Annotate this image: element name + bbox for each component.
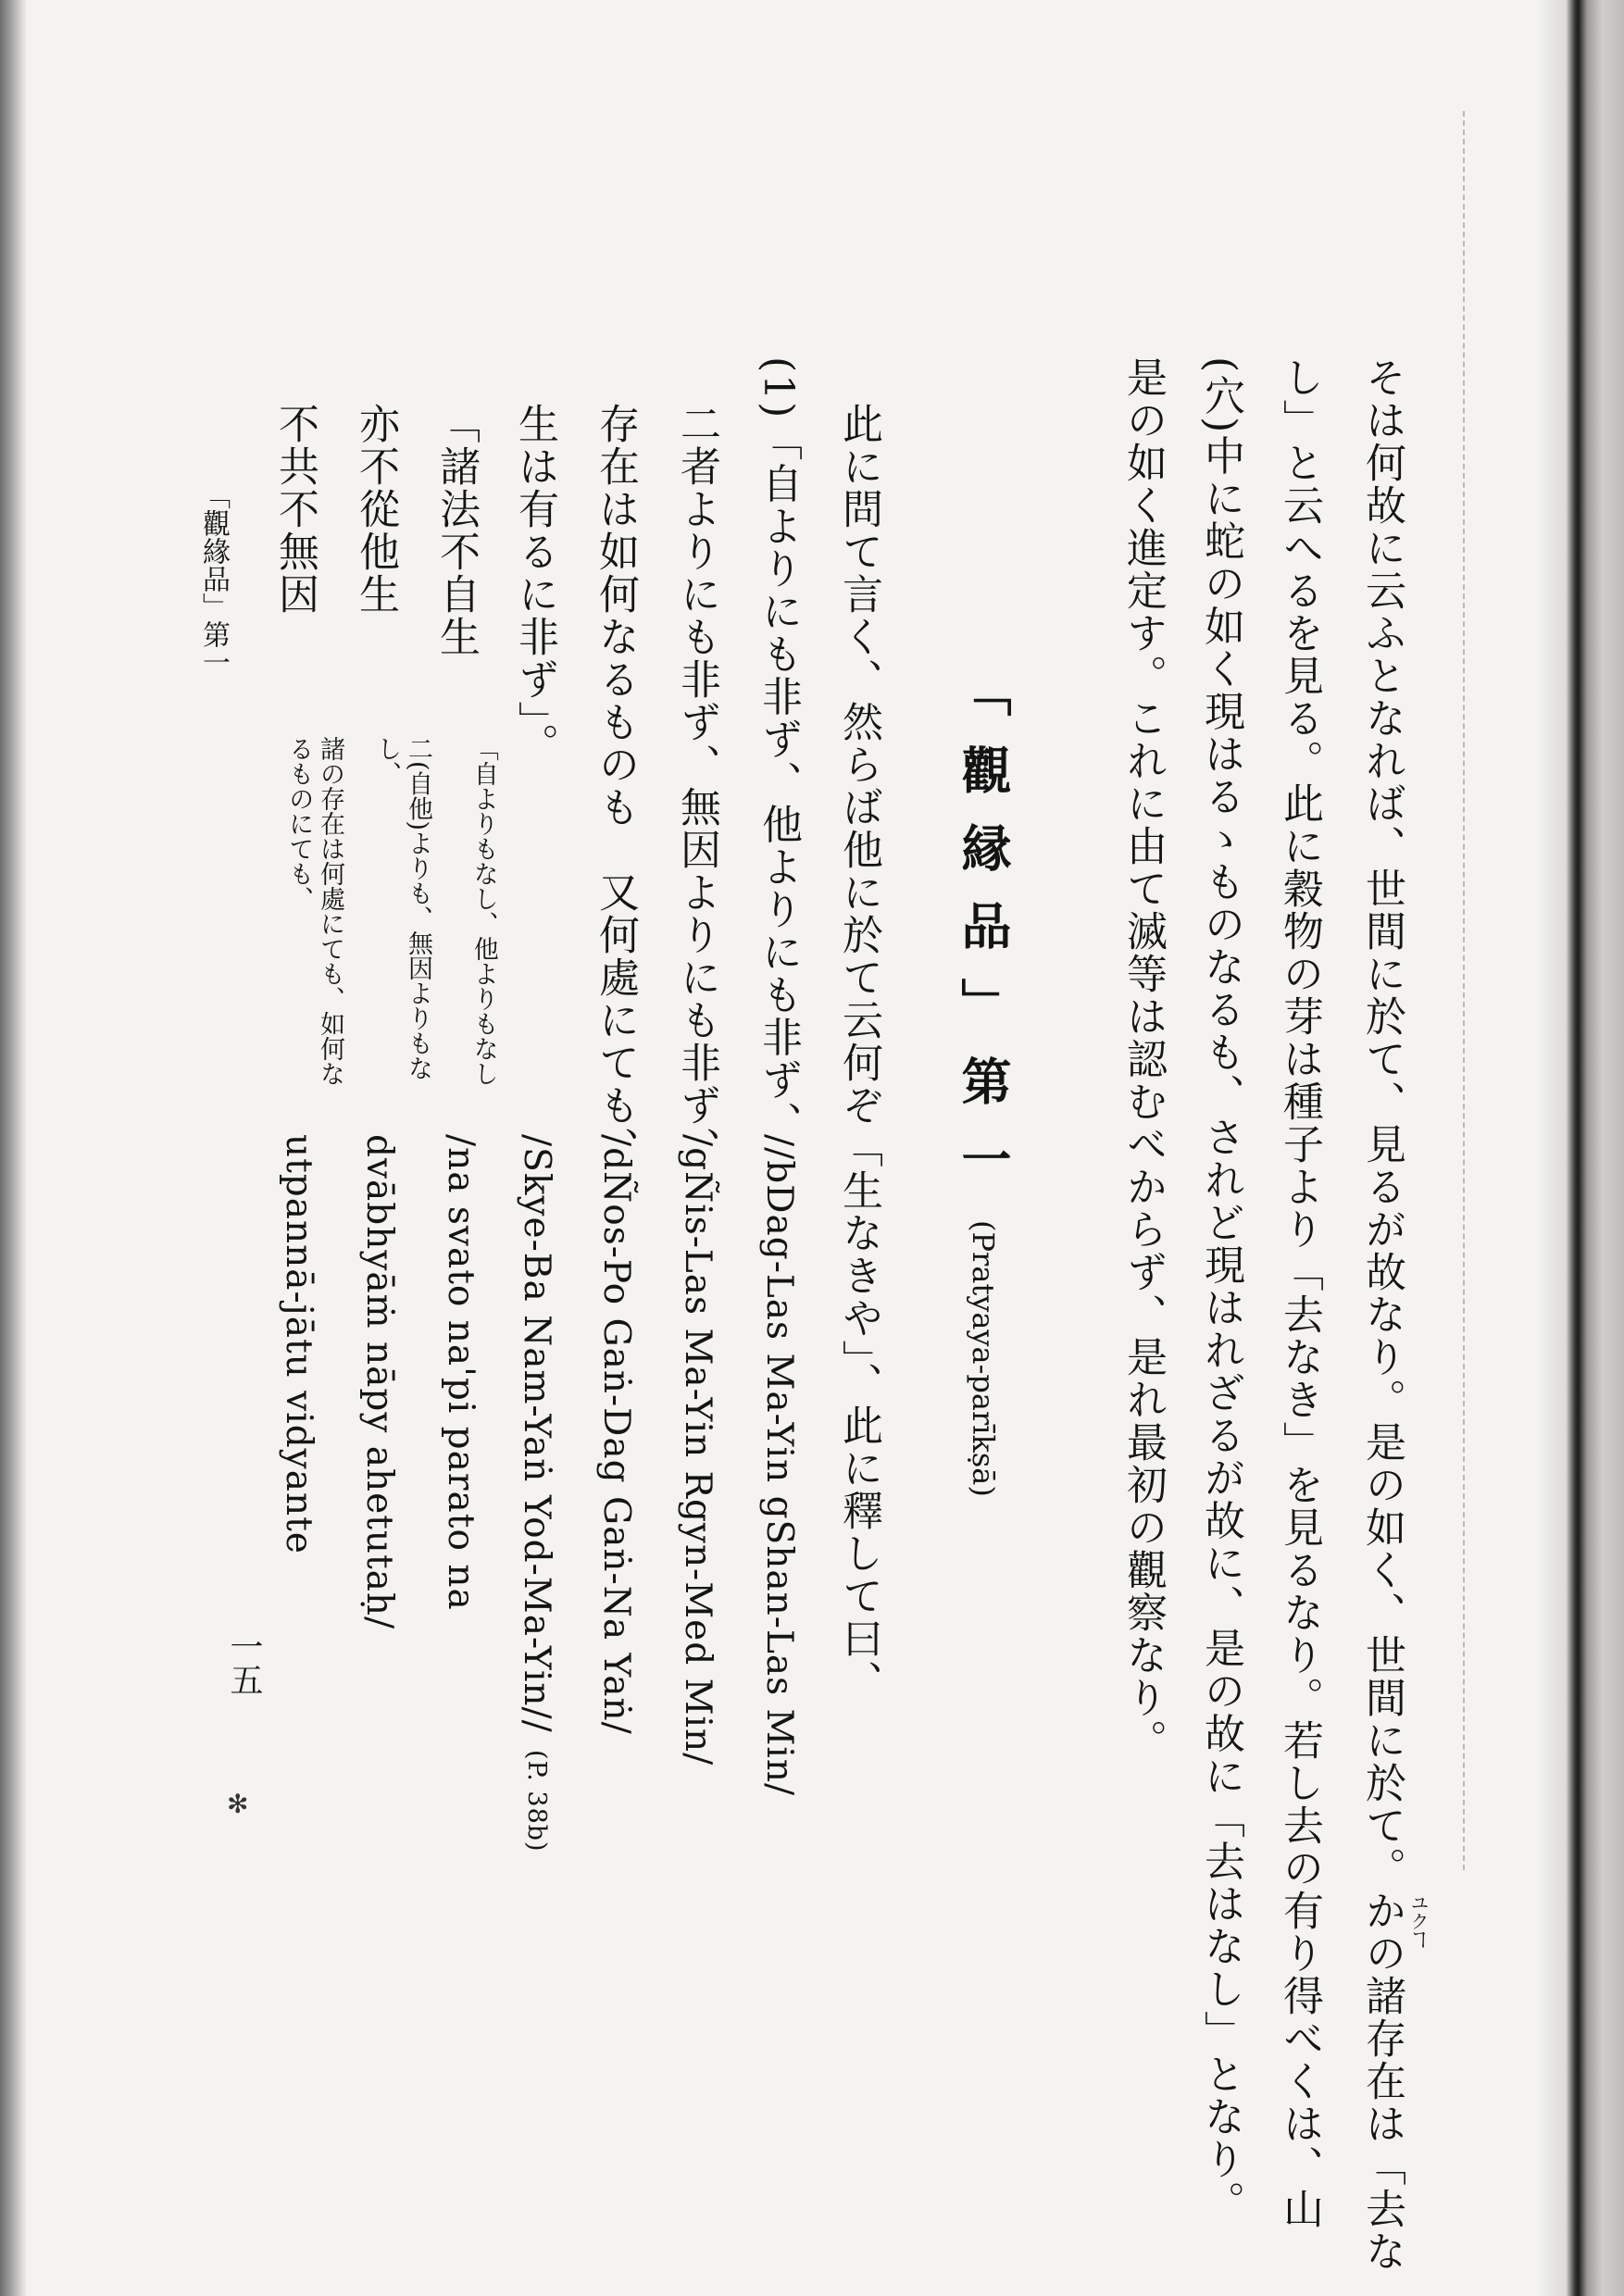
ink-mark-icon: ✻	[227, 1789, 249, 1819]
page-number: 一五	[225, 1629, 263, 1696]
chinese-note-1: 「自よりもなし、他よりもなし	[468, 736, 498, 1086]
sanskrit-line-2: dvābhyāṁ nāpy ahetutaḥ/	[358, 1134, 400, 1630]
intro-line: 此に問て言く、然らば他に於て云何ぞ「生なきや」、此に釋して曰、	[835, 403, 882, 1703]
chapter-title-sanskrit: (Pratyaya-parīkṣā)	[966, 1220, 1001, 1497]
body-line-4: 是の如く進定す。これに由て滅等は認むべからず、是れ最初の觀察なり。	[1119, 356, 1167, 1762]
verse-tibetan-line-3: /dÑos-Po Gaṅ-Dag Gaṅ-Na Yaṅ/	[595, 1134, 637, 1735]
running-head: 「觀緣品」第一	[197, 481, 230, 676]
verse-jp-line-3: 存在は如何なるものも 又何處にても、	[592, 403, 639, 1169]
verse-tibetan-line-2: /gÑis-Las Ma-Yin Rgyn-Med Min/	[677, 1134, 718, 1766]
sanskrit-line-1: /na svato na'pi parato na	[440, 1134, 481, 1611]
ruby-yukuto: ユクヿ	[1407, 1893, 1430, 1949]
chinese-note-2: 二(自他)よりも、無因よりもな し、	[372, 736, 432, 1081]
body-line-2: し」と云へるを見る。此に穀物の芽は種子より「去なき」を見るなり。若し去の有り得べくは、山	[1276, 356, 1323, 2230]
verse-tibetan-line-1: //bDag-Las Ma-Yin gShan-Las Min/	[758, 1134, 800, 1797]
dashed-guide-line	[1463, 111, 1465, 1870]
verse-jp-line-4: 生は有るに非ず」。	[511, 403, 558, 766]
chinese-verse-line-3: 不共不無因	[271, 403, 319, 616]
verse-tibetan-line-4-text: /Skye-Ba Nam-Yaṅ Yod-Ma-Yin//	[516, 1134, 557, 1733]
chinese-note-3: 諸の存在は何處にても、如何な るものにても、	[284, 736, 344, 1086]
page-reference: (P. 38b)	[522, 1749, 551, 1853]
body-line-3: (穴)中に蛇の如く現はるゝものなるも、されど現はれざるが故に、是の故に「去はなし」となり。	[1197, 356, 1244, 2224]
scan-right-edge	[1536, 0, 1624, 2296]
sanskrit-line-3: utpannā-jātu vidyante	[278, 1134, 319, 1554]
chinese-verse-line-2: 亦不從他生	[352, 403, 399, 616]
chapter-title	[954, 667, 1013, 1497]
chinese-verse-line-1: 「諸法不自生	[432, 403, 480, 658]
chapter-title-text: 「觀縁品」第一	[954, 667, 1013, 1211]
verse-jp-line-1: (1)「自よりにも非ず、他よりにも非ず、	[755, 356, 802, 1144]
body-line-1: そは何故に云ふとなれば、世間に於て、見るが故なり。是の如く、世間に於て。かの諸存在は「去な	[1358, 356, 1405, 2273]
verse-jp-line-2: 二者よりにも非ず、無因よりにも非ず、	[673, 403, 720, 1169]
scan-left-edge	[0, 0, 28, 2296]
verse-tibetan-line-4	[518, 1134, 555, 1852]
